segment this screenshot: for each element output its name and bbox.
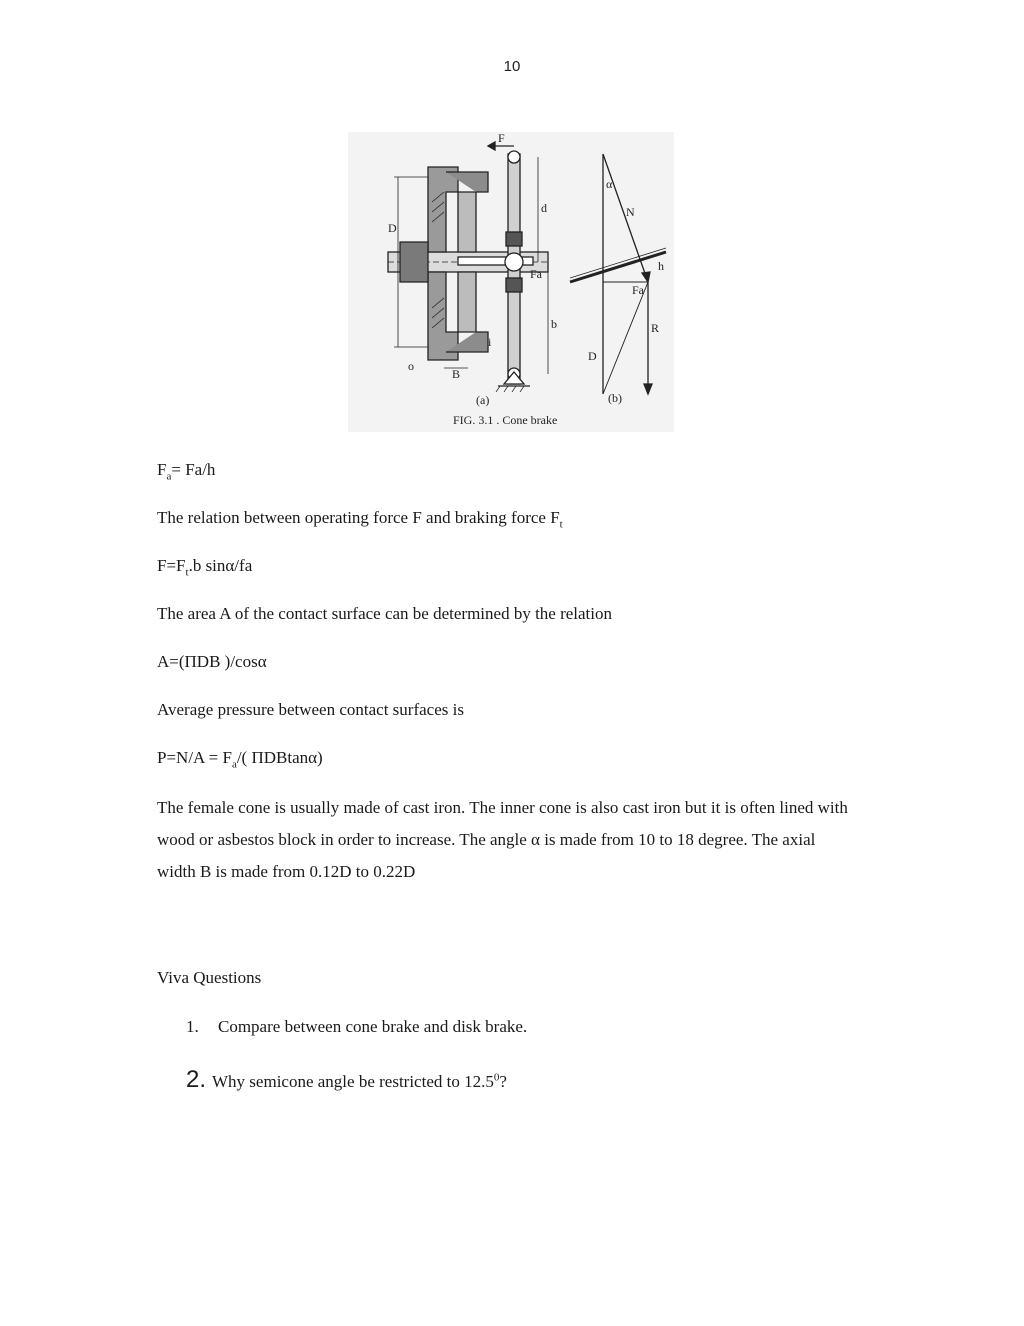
label-alpha: α (606, 177, 613, 191)
label-N: N (626, 205, 635, 219)
label-i: i (488, 335, 492, 349)
label-D-b: D (588, 349, 597, 363)
question-number: 2. (186, 1066, 207, 1093)
figure-caption: FIG. 3.1 . Cone brake (453, 413, 558, 427)
area-text: The area A of the contact surface can be determined by the relation (157, 604, 613, 623)
label-b: b (551, 317, 557, 331)
label-a: (a) (476, 393, 490, 407)
equation-area: A=(ΠDB )/cosα (157, 652, 267, 671)
viva-question-2: 2. Why semicone angle be restricted to 12.5$^0$? (186, 1066, 507, 1093)
cone-surface (570, 252, 666, 282)
equation-fa: $F_a= Fa/h$ (157, 460, 216, 483)
label-h: h (658, 259, 664, 273)
inner-cone (458, 192, 476, 252)
label-d: d (541, 201, 547, 215)
label-D-a: D (388, 221, 397, 235)
label-F: F (498, 132, 505, 145)
viva-heading: Viva Questions (157, 968, 262, 987)
viva-question-1 (186, 1017, 527, 1037)
pressure-text: Average pressure between contact surfaces is (157, 700, 464, 719)
label-R: R (651, 321, 660, 335)
equation-f: $F=F_t.b$ sinα/fa (157, 556, 253, 579)
equation-pressure: $P=N/A = F_a/$( ΠDBtanα) (157, 748, 323, 771)
label-o: o (408, 359, 414, 373)
label-B: B (452, 367, 461, 381)
cone-brake-drawing (348, 132, 674, 432)
label-b-panel: (b) (608, 391, 622, 405)
page-number: 10 (503, 58, 521, 75)
question-text: Compare between cone brake and disk brake. (218, 1017, 528, 1036)
female-cone (428, 167, 458, 252)
relation-text: The relation between operating force F and braking force $F_t$ (157, 508, 563, 531)
label-Fa-a: Fa (530, 267, 542, 281)
question-number: 1. (186, 1017, 199, 1036)
question-text: Why semicone angle be restricted to 12.5 (212, 1072, 494, 1091)
body-paragraph: The female cone is usually made of cast iron. The inner cone is also cast iron but it is often lined with wood or asbestos block in order to increase. The angle α is made from 10 to 18 degree. The axial width B is made from 0.12D to 0.22D (157, 798, 848, 881)
label-Fa-b: Fa (632, 283, 644, 297)
cone-brake-figure (348, 132, 674, 432)
